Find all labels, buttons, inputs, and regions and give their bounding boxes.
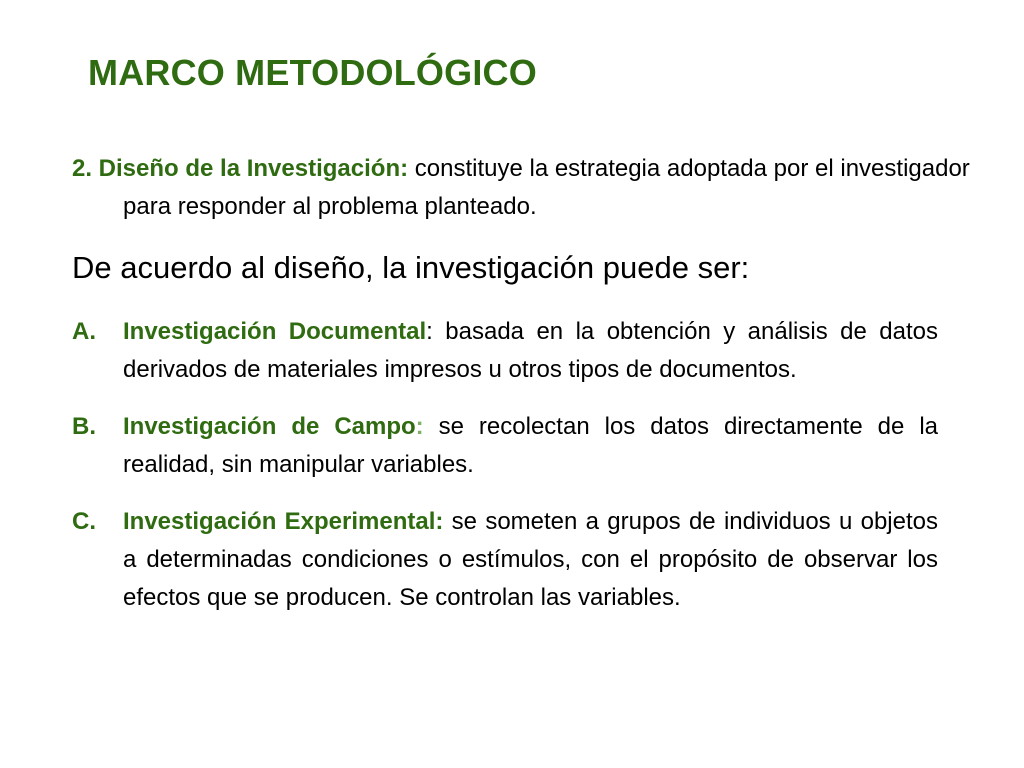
item-colon: : [415,413,424,440]
item-text: se recolectan los datos directamente de la realidad, sin manipular variables. [123,413,938,478]
item-term: Investigación de Campo [123,413,416,440]
design-types-list [72,313,938,636]
list-item-documental [72,313,938,389]
item-term: Investigación Experimental [123,508,436,535]
intro-paragraph [72,150,983,226]
list-item-experimental [72,503,938,617]
item-text: se someten a grupos de individuos u objetos a determinadas condiciones o estímulos, con el propósito de observar los efectos que se producen. Se controlan las variables. [123,508,938,611]
list-item-campo [72,408,938,484]
list-marker: B. [72,413,96,440]
list-marker: C. [72,508,96,535]
item-colon: : [426,318,433,345]
intro-label: 2. Diseño de la Investigación: [72,155,409,182]
intro-text: constituye la estrategia adoptada por el investigador para responder al problema planteado. [123,155,970,220]
item-colon: : [435,508,444,535]
slide-title: MARCO METODOLÓGICO [88,52,537,93]
item-term: Investigación Documental [123,318,427,345]
item-text: basada en la obtención y análisis de datos derivados de materiales impresos u otros tipos de documentos. [123,318,938,383]
subheading: De acuerdo al diseño, la investigación puede ser: [72,250,750,285]
list-marker: A. [72,318,96,345]
